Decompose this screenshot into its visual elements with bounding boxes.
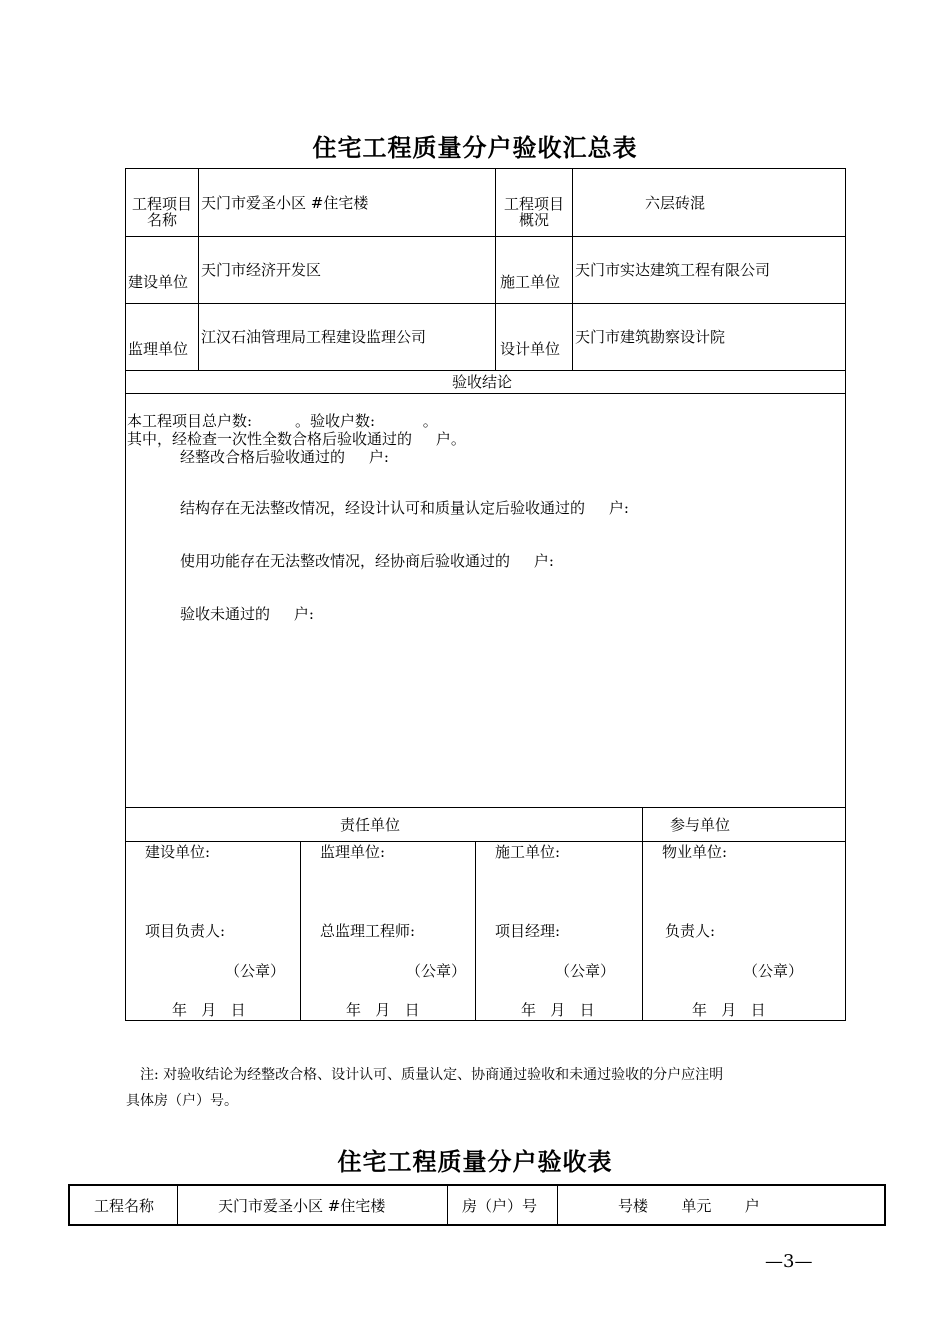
sig-date-builder: 年 月 日 <box>172 1001 246 1019</box>
summary-table-title: 住宅工程质量分户验收汇总表 <box>312 134 638 162</box>
sig-seal-supervisor: （公章） <box>406 962 467 980</box>
conclusion-header: 验收结论 <box>452 373 513 391</box>
participant-header: 参与单位 <box>670 816 731 834</box>
sig-person-contractor: 项目经理: <box>495 922 561 940</box>
household-room-value: 号楼 单元 户 <box>618 1197 760 1215</box>
household-room-label: 房（户）号 <box>462 1197 538 1215</box>
sig-unit-builder: 建设单位: <box>145 843 211 861</box>
page-number: —3— <box>765 1251 813 1272</box>
conclusion-line-first-pass: 其中，经检查一次性全数合格后验收通过的 户。 <box>127 430 466 448</box>
sig-person-builder: 项目负责人: <box>145 922 226 940</box>
sig-unit-property: 物业单位: <box>662 843 728 861</box>
designer-label: 设计单位 <box>500 340 561 358</box>
sig-seal-contractor: （公章） <box>555 962 616 980</box>
sig-date-supervisor: 年 月 日 <box>346 1001 420 1019</box>
household-name-label: 工程名称 <box>94 1197 155 1215</box>
sig-person-supervisor: 总监理工程师: <box>320 922 416 940</box>
designer-value: 天门市建筑勘察设计院 <box>575 328 726 346</box>
project-name-value: 天门市爱圣小区 #住宅楼 <box>201 194 369 212</box>
conclusion-line-total: 本工程项目总户数: 。验收户数: 。 <box>127 412 438 430</box>
project-overview-label-2: 概况 <box>518 211 549 229</box>
conclusion-line-structure: 结构存在无法整改情况，经设计认可和质量认定后验收通过的 户: <box>180 499 629 517</box>
sig-seal-builder: （公章） <box>225 962 286 980</box>
household-name-value: 天门市爱圣小区 #住宅楼 <box>218 1197 386 1215</box>
project-overview-label: 工程项目 <box>503 195 564 213</box>
conclusion-line-function: 使用功能存在无法整改情况，经协商后验收通过的 户: <box>180 552 554 570</box>
builder-label: 建设单位 <box>128 273 189 291</box>
conclusion-line-rectified: 经整改合格后验收通过的 户: <box>180 448 389 466</box>
supervisor-label: 监理单位 <box>128 340 189 358</box>
sig-date-contractor: 年 月 日 <box>521 1001 595 1019</box>
sig-unit-contractor: 施工单位: <box>495 843 561 861</box>
responsible-header: 责任单位 <box>340 816 401 834</box>
project-overview-value: 六层砖混 <box>645 194 706 212</box>
sig-unit-supervisor: 监理单位: <box>320 843 386 861</box>
summary-table <box>125 168 846 1021</box>
sig-date-property: 年 月 日 <box>692 1001 766 1019</box>
household-table-title: 住宅工程质量分户验收表 <box>337 1148 613 1176</box>
project-name-label: 工程项目 <box>131 195 192 213</box>
conclusion-line-failed: 验收未通过的 户: <box>180 605 314 623</box>
project-name-label-2: 名称 <box>146 211 177 229</box>
note-line-2: 具体房（户）号。 <box>126 1093 238 1109</box>
supervisor-value: 江汉石油管理局工程建设监理公司 <box>201 328 427 346</box>
note-line-1: 注: 对验收结论为经整改合格、设计认可、质量认定、协商通过验收和未通过验收的分户应注明 <box>140 1067 724 1083</box>
builder-value: 天门市经济开发区 <box>201 261 322 279</box>
sig-person-property: 负责人: <box>665 922 716 940</box>
contractor-label: 施工单位 <box>500 273 561 291</box>
sig-seal-property: （公章） <box>743 962 804 980</box>
contractor-value: 天门市实达建筑工程有限公司 <box>575 261 771 279</box>
